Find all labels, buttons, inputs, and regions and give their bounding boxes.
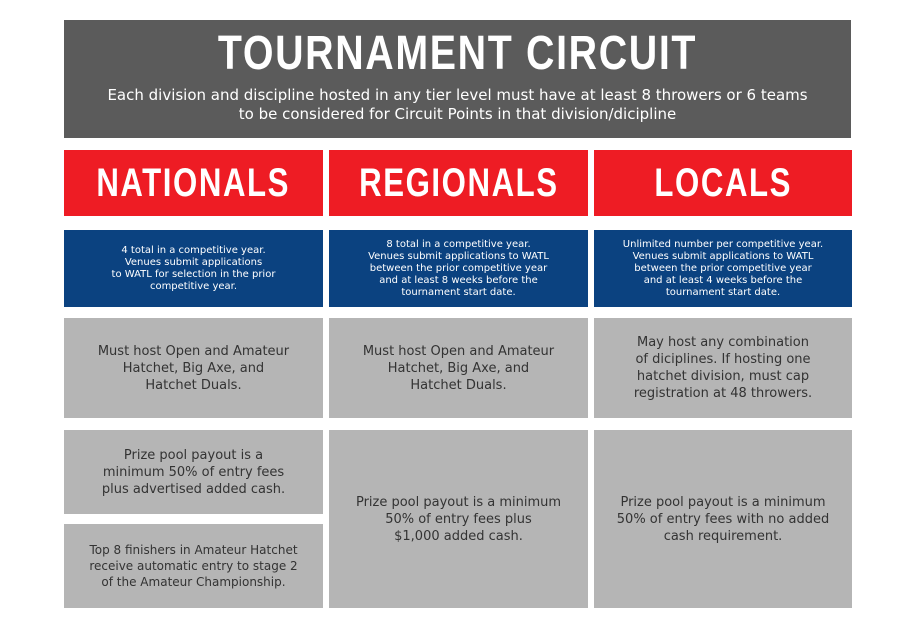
regionals-hosting: Must host Open and Amateur Hatchet, Big Axe, and Hatchet Duals. [329,318,588,418]
nationals-heading: NATIONALS [64,150,323,216]
locals-schedule: Unlimited number per competitive year. Venues submit applications to WATL between the prior competitive year and at least 4 weeks before the tournament start date. [594,230,852,307]
column-nationals [64,150,323,610]
title-banner [64,20,851,138]
nationals-schedule: 4 total in a competitive year. Venues submit applications to WATL for selection in the prior competitive year. [64,230,323,307]
locals-hosting: May host any combination of diciplines. If hosting one hatchet division, must cap registration at 48 throwers. [594,318,852,418]
locals-heading: LOCALS [594,150,852,216]
page-title: TOURNAMENT CIRCUIT [217,27,698,80]
regionals-schedule: 8 total in a competitive year. Venues submit applications to WATL between the prior competitive year and at least 8 weeks before the tournament start date. [329,230,588,307]
nationals-prize: Prize pool payout is a minimum 50% of entry fees plus advertised added cash. [64,430,323,514]
nationals-advancement: Top 8 finishers in Amateur Hatchet receive automatic entry to stage 2 of the Amateur Championship. [64,524,323,608]
nationals-hosting: Must host Open and Amateur Hatchet, Big Axe, and Hatchet Duals. [64,318,323,418]
column-regionals [329,150,588,610]
regionals-prize: Prize pool payout is a minimum 50% of entry fees plus $1,000 added cash. [329,430,588,608]
column-locals [594,150,852,610]
page-subtitle: Each division and discipline hosted in any tier level must have at least 8 throwers or 6 teams to be considered for Circuit Points in that division/dicipline [107,86,808,123]
locals-prize: Prize pool payout is a minimum 50% of entry fees with no added cash requirement. [594,430,852,608]
regionals-heading: REGIONALS [329,150,588,216]
